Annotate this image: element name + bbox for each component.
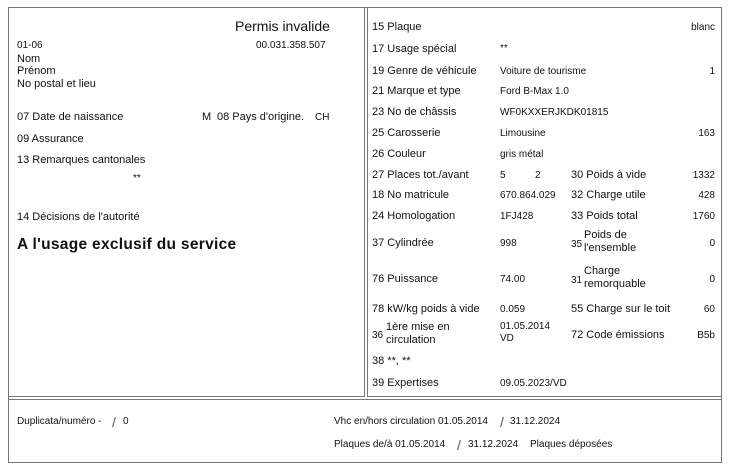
insurance-label: 09 Assurance bbox=[17, 133, 84, 145]
vehicle-registration-document bbox=[8, 7, 722, 463]
field-19-extra: 1 bbox=[709, 66, 715, 77]
field-17-value: ** bbox=[500, 43, 508, 54]
field-72-label: 72 Code émissions bbox=[571, 329, 665, 341]
duplicata-value: 0 bbox=[123, 416, 129, 427]
field-37-label: 37 Cylindrée bbox=[372, 237, 434, 249]
field-25-value: Limousine bbox=[500, 128, 546, 139]
field-26-label: 26 Couleur bbox=[372, 148, 426, 160]
field-37-value: 998 bbox=[500, 238, 517, 249]
field-36-number: 36 bbox=[372, 330, 384, 341]
birthdate-label: 07 Date de naissance bbox=[17, 111, 124, 123]
field-35-label: Poids de l'ensemble bbox=[584, 229, 637, 254]
field-31-number: 31 bbox=[571, 275, 583, 286]
authority-decision-value: A l'usage exclusif du service bbox=[17, 236, 237, 253]
field-27-total: 5 bbox=[500, 170, 506, 181]
permit-status-title: Permis invalide bbox=[235, 18, 330, 34]
holder-postal-label: No postal et lieu bbox=[17, 78, 96, 90]
field-21-value: Ford B-Max 1.0 bbox=[500, 86, 569, 97]
field-39-value: 09.05.2023/VD bbox=[500, 378, 567, 389]
field-24-label: 24 Homologation bbox=[372, 210, 456, 222]
plates-status: Plaques déposées bbox=[530, 439, 613, 450]
field-18-label: 18 No matricule bbox=[372, 189, 450, 201]
field-23-value: WF0KXXERJKDK01815 bbox=[500, 107, 609, 118]
field-18-value: 670.864.029 bbox=[500, 190, 556, 201]
field-38-label: 38 **, ** bbox=[372, 355, 411, 367]
cantonal-remarks-label: 13 Remarques cantonales bbox=[17, 154, 146, 166]
circulation-end-date: 31.12.2024 bbox=[510, 416, 561, 427]
field-55-value: 60 bbox=[703, 304, 715, 315]
field-76-label: 76 Puissance bbox=[372, 273, 439, 285]
vehicle-panel bbox=[367, 8, 721, 397]
field-33-value: 1760 bbox=[692, 211, 715, 222]
field-36-label: 1ère mise en circulation bbox=[386, 321, 450, 346]
circulation-panel bbox=[9, 399, 721, 462]
field-32-label: 32 Charge utile bbox=[571, 189, 646, 201]
field-31-label: Charge remorquable bbox=[584, 265, 646, 290]
field-25-label: 25 Carosserie bbox=[372, 127, 441, 139]
field-27-front: 2 bbox=[535, 170, 541, 181]
holder-lastname-label: Nom bbox=[17, 53, 41, 65]
duplicata-separator: / bbox=[112, 414, 116, 430]
holder-panel bbox=[9, 8, 365, 397]
field-39-label: 39 Expertises bbox=[372, 377, 439, 389]
field-35-value: 0 bbox=[709, 238, 715, 249]
holder-code: 01-06 bbox=[17, 40, 43, 51]
field-55-label: 55 Charge sur le toit bbox=[571, 303, 671, 315]
field-78-value: 0.059 bbox=[500, 304, 526, 315]
field-78-label: 78 kW/kg poids à vide bbox=[372, 303, 480, 315]
field-15-label: 15 Plaque bbox=[372, 21, 422, 33]
cantonal-remarks-value: ** bbox=[133, 173, 141, 184]
circulation-label: Vhc en/hors circulation 01.05.2014 bbox=[334, 416, 488, 427]
field-21-label: 21 Marque et type bbox=[372, 85, 461, 97]
field-33-label: 33 Poids total bbox=[571, 210, 638, 222]
field-27-label: 27 Places tot./avant bbox=[372, 169, 469, 181]
holder-firstname-label: Prénom bbox=[17, 65, 56, 77]
field-36-date: 01.05.2014 bbox=[500, 321, 551, 332]
origin-country-label: 08 Pays d'origine. bbox=[217, 111, 305, 123]
authority-decisions-label: 14 Décisions de l'autorité bbox=[17, 211, 140, 223]
circulation-separator: / bbox=[500, 414, 504, 430]
holder-number: 00.031.358.507 bbox=[256, 40, 326, 51]
field-32-value: 428 bbox=[698, 190, 715, 201]
field-30-label: 30 Poids à vide bbox=[571, 169, 647, 181]
field-36-canton: VD bbox=[500, 333, 514, 344]
field-72-value: B5b bbox=[697, 330, 715, 341]
plates-label: Plaques de/à 01.05.2014 bbox=[334, 439, 446, 450]
duplicata-label: Duplicata/numéro - bbox=[17, 416, 102, 427]
field-17-label: 17 Usage spécial bbox=[372, 43, 457, 55]
field-23-label: 23 No de châssis bbox=[372, 106, 457, 118]
origin-country-value: CH bbox=[315, 112, 330, 123]
field-35-number: 35 bbox=[571, 239, 583, 250]
sex-value: M bbox=[202, 111, 212, 123]
field-19-value: Voiture de tourisme bbox=[500, 66, 587, 77]
plates-separator: / bbox=[457, 437, 461, 453]
field-76-value: 74.00 bbox=[500, 274, 526, 285]
field-24-value: 1FJ428 bbox=[500, 211, 534, 222]
field-26-value: gris métal bbox=[500, 149, 544, 160]
field-25-extra: 163 bbox=[698, 128, 715, 139]
field-30-value: 1332 bbox=[692, 170, 715, 181]
field-15-value: blanc bbox=[691, 22, 715, 33]
field-31-value: 0 bbox=[709, 274, 715, 285]
field-19-label: 19 Genre de véhicule bbox=[372, 65, 477, 77]
plates-end-date: 31.12.2024 bbox=[468, 439, 519, 450]
